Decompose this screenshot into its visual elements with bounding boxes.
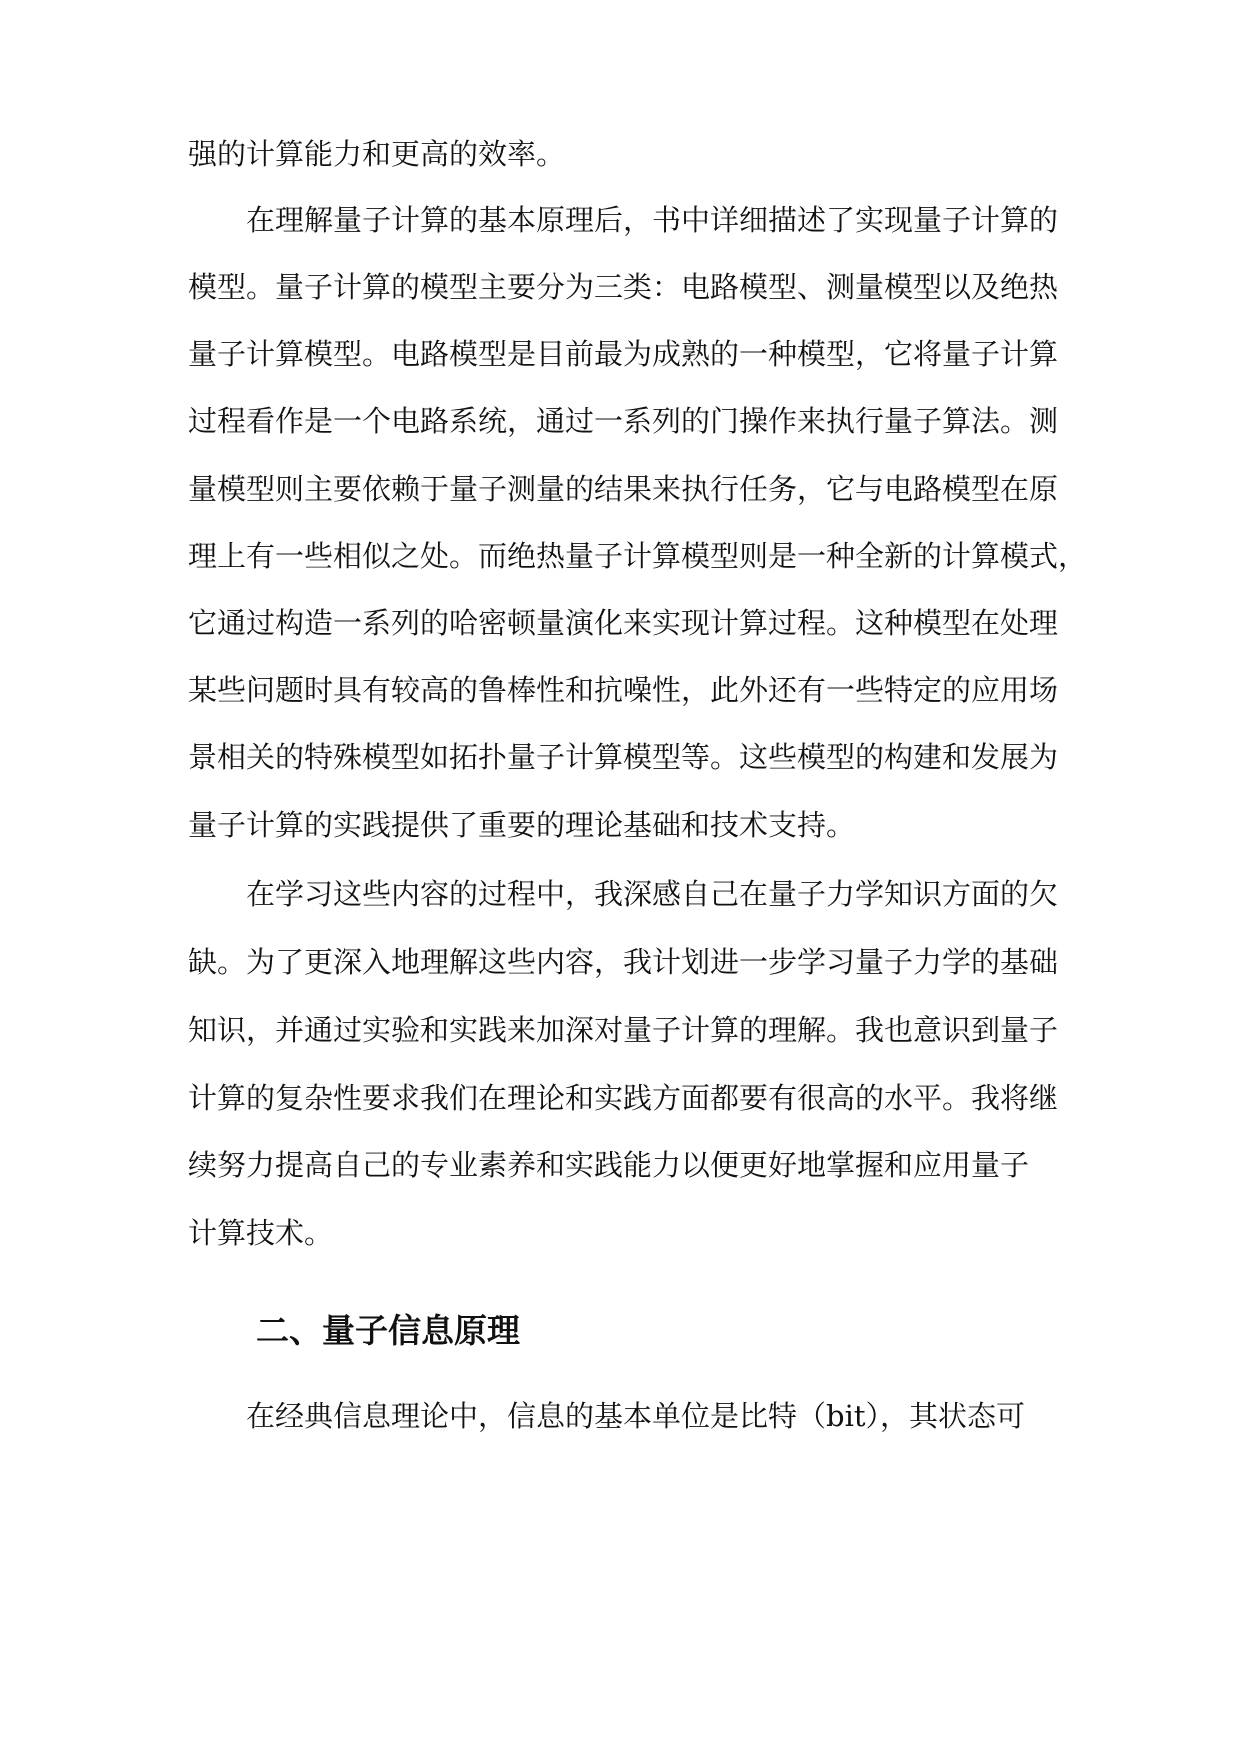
paragraph-line: 量模型则主要依赖于量子测量的结果来执行任务，它与电路模型在原 [188, 472, 1059, 506]
paragraph-line: 它通过构造一系列的哈密顿量演化来实现计算过程。这种模型在处理 [188, 606, 1059, 640]
paragraph-line: 理上有一些相似之处。而绝热量子计算模型则是一种全新的计算模式， [188, 539, 1088, 573]
paragraph-line: 缺。为了更深入地理解这些内容，我计划进一步学习量子力学的基础 [188, 945, 1059, 979]
paragraph-line: 在经典信息理论中，信息的基本单位是比特（bit），其状态可 [246, 1399, 1025, 1433]
paragraph-line: 在学习这些内容的过程中，我深感自己在量子力学知识方面的欠 [246, 877, 1059, 911]
paragraph-line: 在理解量子计算的基本原理后，书中详细描述了实现量子计算的 [246, 203, 1059, 237]
paragraph-line: 过程看作是一个电路系统，通过一系列的门操作来执行量子算法。测 [188, 404, 1059, 438]
paragraph-line: 续努力提高自己的专业素养和实践能力以便更好地掌握和应用量子 [188, 1148, 1030, 1182]
paragraph-line: 知识，并通过实验和实践来加深对量子计算的理解。我也意识到量子 [188, 1013, 1059, 1047]
paragraph-line: 计算的复杂性要求我们在理论和实践方面都要有很高的水平。我将继 [188, 1081, 1059, 1115]
paragraph-line: 计算技术。 [188, 1216, 334, 1250]
paragraph-line: 量子计算的实践提供了重要的理论基础和技术支持。 [188, 808, 856, 842]
paragraph-line: 景相关的特殊模型如拓扑量子计算模型等。这些模型的构建和发展为 [188, 740, 1059, 774]
paragraph-line: 强的计算能力和更高的效率。 [188, 137, 566, 171]
section-heading: 二、量子信息原理 [256, 1311, 520, 1350]
paragraph-line: 模型。量子计算的模型主要分为三类：电路模型、测量模型以及绝热 [188, 270, 1059, 304]
paragraph-line: 某些问题时具有较高的鲁棒性和抗噪性，此外还有一些特定的应用场 [188, 673, 1059, 707]
paragraph-line: 量子计算模型。电路模型是目前最为成熟的一种模型，它将量子计算 [188, 337, 1059, 371]
